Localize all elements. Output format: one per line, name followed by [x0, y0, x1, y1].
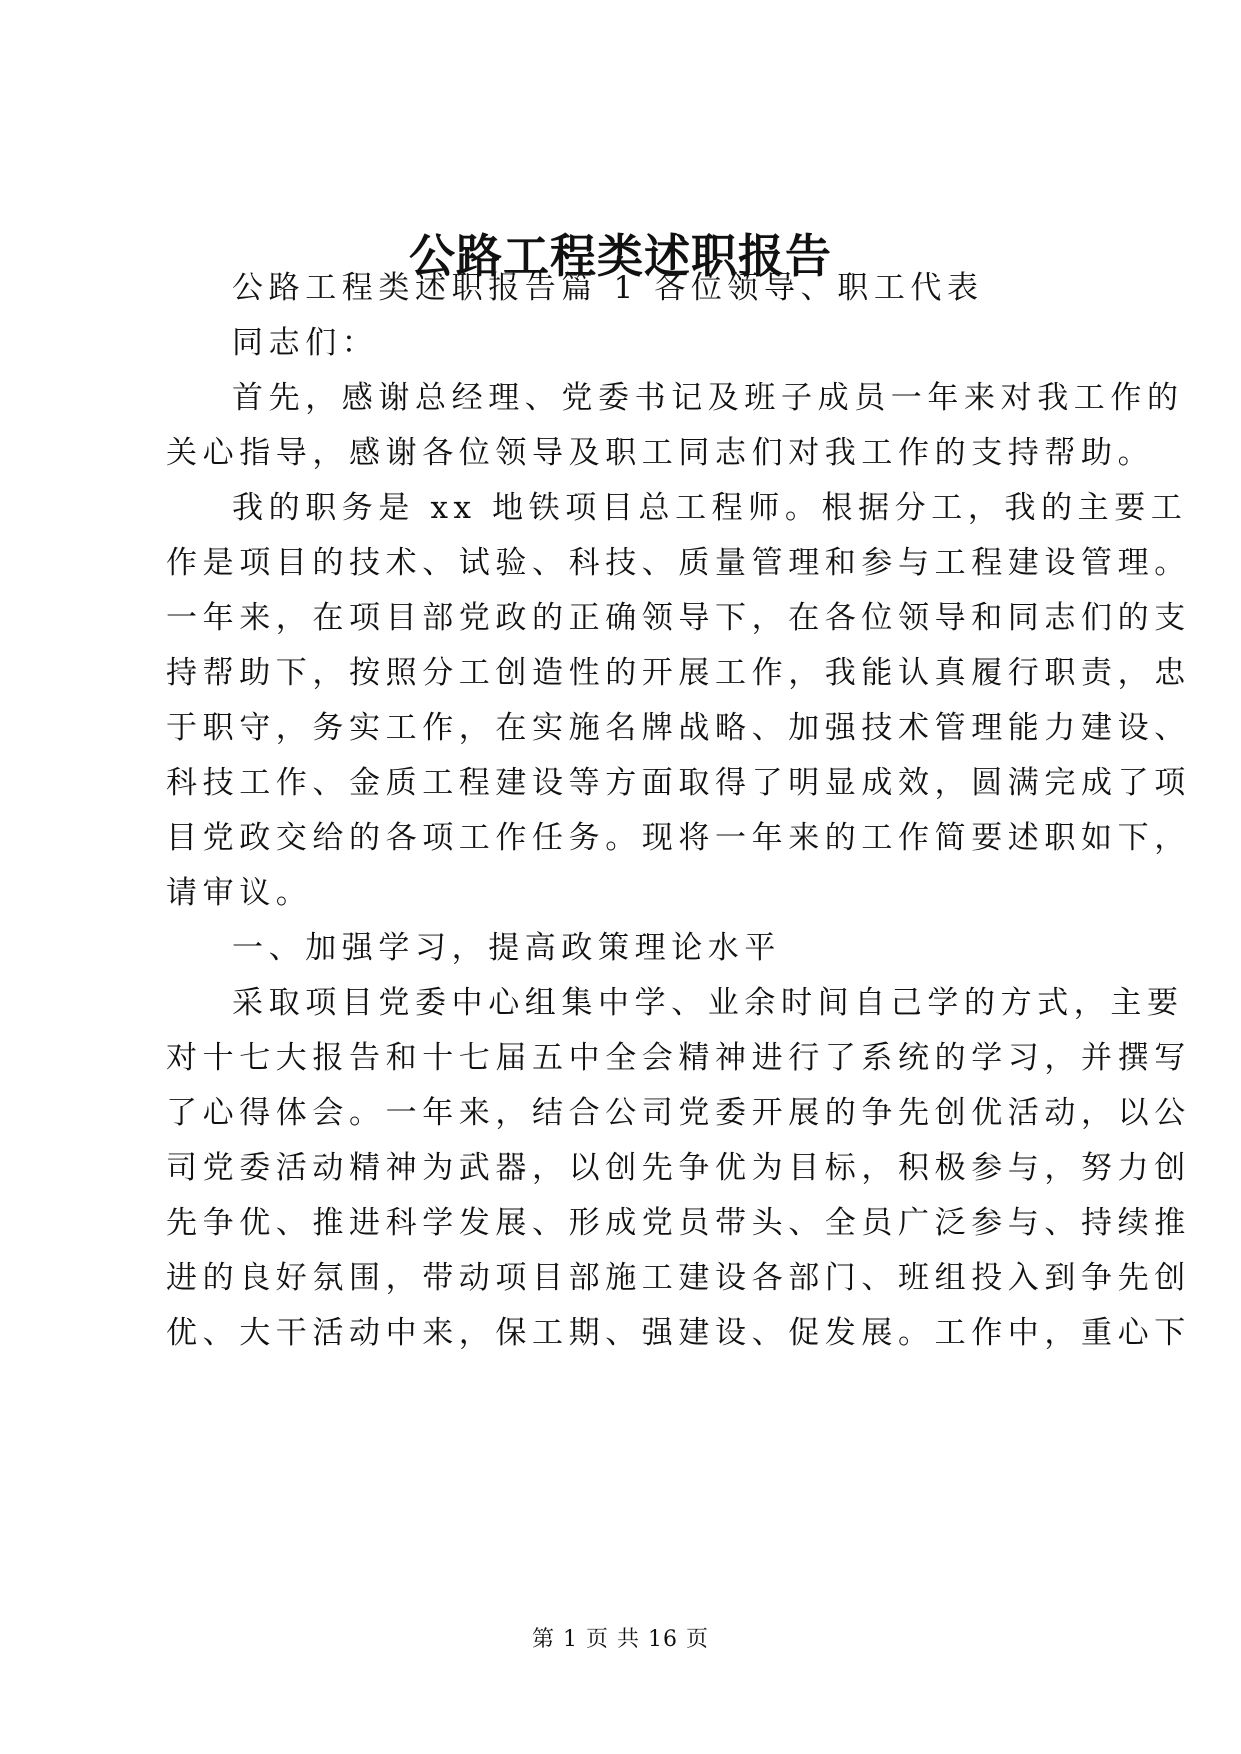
body-line: 于职守，务实工作，在实施名牌战略、加强技术管理能力建设、	[166, 710, 1191, 746]
body-line: 作是项目的技术、试验、科技、质量管理和参与工程建设管理。	[166, 545, 1191, 581]
body-line: 目党政交给的各项工作任务。现将一年来的工作简要述职如下，	[166, 820, 1191, 856]
body-line: 关心指导，感谢各位领导及职工同志们对我工作的支持帮助。	[166, 435, 1155, 471]
body-line: 对十七大报告和十七届五中全会精神进行了系统的学习，并撰写	[166, 1040, 1191, 1076]
body-line: 了心得体会。一年来，结合公司党委开展的争先创优活动，以公	[166, 1095, 1191, 1131]
page-footer: 第 1 页 共 16 页	[532, 1627, 709, 1652]
body-line: 持帮助下，按照分工创造性的开展工作，我能认真履行职责，忠	[166, 655, 1191, 691]
body-line: 科技工作、金质工程建设等方面取得了明显成效，圆满完成了项	[166, 765, 1191, 801]
document-title: 公路工程类述职报告	[409, 229, 832, 283]
body-line: 司党委活动精神为武器，以创先争优为目标，积极参与，努力创	[166, 1150, 1191, 1186]
body-line: 先争优、推进科学发展、形成党员带头、全员广泛参与、持续推	[166, 1205, 1191, 1241]
body-line: 请审议。	[166, 875, 313, 911]
body-line: 我的职务是 xx 地铁项目总工程师。根据分工，我的主要工	[232, 490, 1188, 526]
body-line: 同志们：	[232, 325, 379, 361]
body-line: 进的良好氛围，带动项目部施工建设各部门、班组投入到争先创	[166, 1260, 1191, 1296]
body-line: 一年来，在项目部党政的正确领导下，在各位领导和同志们的支	[166, 600, 1191, 636]
section-heading: 一、加强学习，提高政策理论水平	[232, 930, 781, 966]
body-line: 公路工程类述职报告篇 1 各位领导、职工代表	[232, 270, 984, 306]
body-line: 采取项目党委中心组集中学、业余时间自己学的方式，主要	[232, 985, 1184, 1021]
body-line: 首先，感谢总经理、党委书记及班子成员一年来对我工作的	[232, 380, 1184, 416]
body-line: 优、大干活动中来，保工期、强建设、促发展。工作中，重心下	[166, 1315, 1191, 1351]
